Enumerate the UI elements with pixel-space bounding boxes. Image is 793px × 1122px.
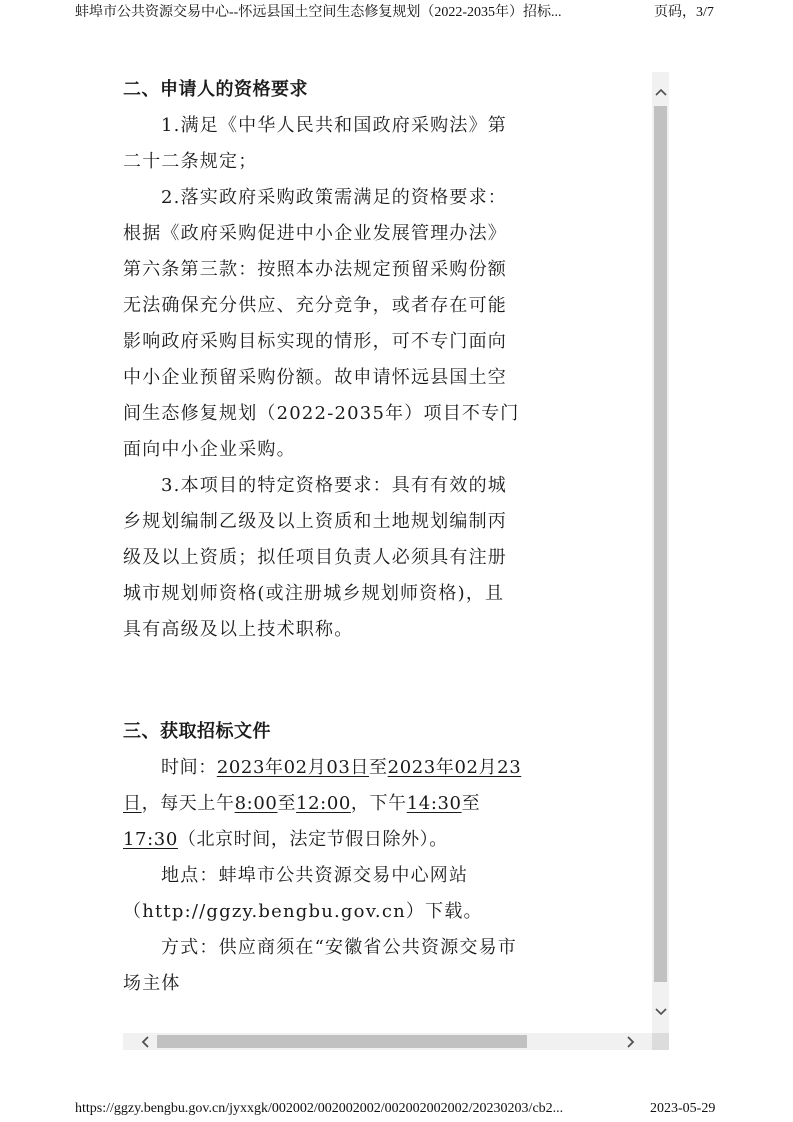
section-heading: 二、申请人的资格要求 xyxy=(123,79,308,100)
print-date: 2023-05-29 xyxy=(650,1101,716,1116)
chevron-left-icon[interactable] xyxy=(135,1033,155,1050)
to-text: 至 xyxy=(369,757,388,778)
start-date: 2023年02月03日 xyxy=(216,757,370,778)
section-obtain-documents xyxy=(123,714,523,1002)
page-number: 页码，3/7 xyxy=(654,5,714,20)
page-url: https://ggzy.bengbu.gov.cn/jyxxgk/002002/002002002/002002002002/20230203/cb2... xyxy=(75,1101,564,1116)
daily-prefix: ，每天上午 xyxy=(141,793,235,814)
print-header xyxy=(0,0,793,24)
scrollbar-corner xyxy=(652,1033,669,1050)
print-footer xyxy=(0,1100,793,1122)
horizontal-scrollbar[interactable] xyxy=(123,1033,652,1050)
requirement-item-1: 1.满足《中华人民共和国政府采购法》第二十二条规定； xyxy=(123,115,507,172)
chevron-down-icon[interactable] xyxy=(652,1002,669,1022)
method-paragraph: 方式：供应商须在“安徽省公共资源交易市场主体 xyxy=(123,937,518,994)
to-text: 至 xyxy=(461,793,481,814)
vertical-scrollbar[interactable] xyxy=(652,72,669,1033)
content-frame xyxy=(123,72,669,1050)
requirement-item-3: 3.本项目的特定资格要求：具有有效的城乡规划编制乙级及以上资质和土地规划编制丙级及以上资质；拟任项目负责人必须具有注册城市规划师资格(或注册城乡规划师资格)，且具有高级及以上技术职称。 xyxy=(123,475,507,640)
pm-end-time: 17:30 xyxy=(123,829,178,850)
section-heading: 三、获取招标文件 xyxy=(123,721,271,742)
am-end-time: 12:00 xyxy=(296,793,351,814)
requirement-item-2: 2.落实政府采购政策需满足的资格要求：根据《政府采购促进中小企业发展管理办法》第六条第三款：按照本办法规定预留采购份额无法确保充分供应、充分竞争，或者存在可能影响政府采购目标实现的情形，可不专门面向中小企业预留采购份额。故申请怀远县国土空间生态修复规划（2022-2035年）项目不专门面向中小企业采购。 xyxy=(123,187,520,460)
time-paragraph xyxy=(123,750,523,858)
chevron-up-icon[interactable] xyxy=(652,82,669,102)
end-date: 2023年02月23日 xyxy=(123,757,522,814)
to-text: 至 xyxy=(277,793,297,814)
pm-prefix: ，下午 xyxy=(350,793,407,814)
pm-start-time: 14:30 xyxy=(406,793,462,814)
time-label: 时间： xyxy=(161,757,217,778)
document-title: 蚌埠市公共资源交易中心--怀远县国土空间生态修复规划（2022-2035年）招标... xyxy=(75,5,562,20)
section-qualifications xyxy=(123,72,523,648)
vertical-scroll-thumb[interactable] xyxy=(654,106,667,982)
chevron-right-icon[interactable] xyxy=(621,1033,641,1050)
time-suffix: （北京时间，法定节假日除外）。 xyxy=(177,829,448,850)
location-paragraph: 地点：蚌埠市公共资源交易中心网站（http://ggzy.bengbu.gov.cn）下载。 xyxy=(123,865,483,922)
horizontal-scroll-thumb[interactable] xyxy=(157,1035,527,1048)
am-start-time: 8:00 xyxy=(234,793,278,814)
